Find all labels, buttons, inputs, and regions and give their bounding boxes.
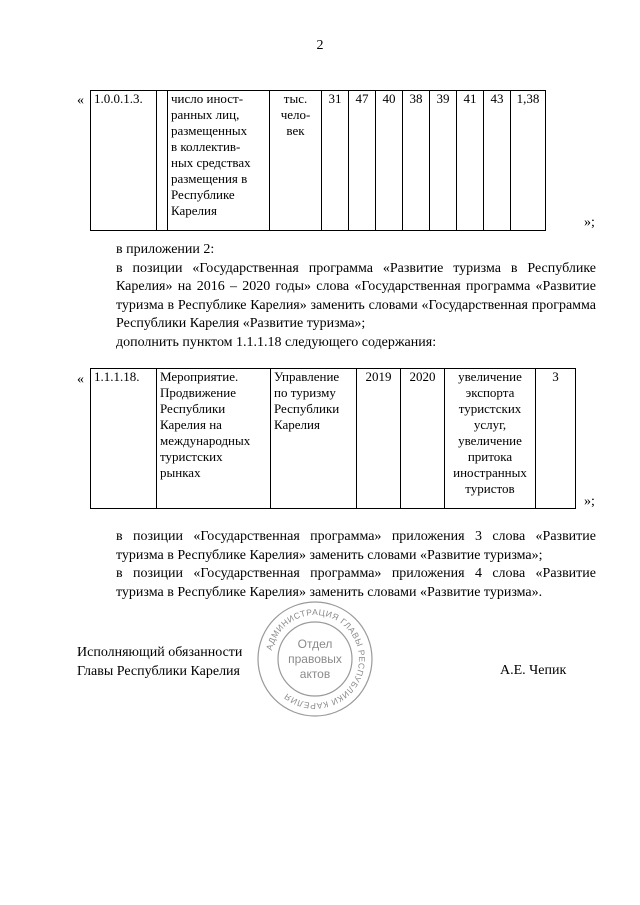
open-quote: « [77, 93, 84, 108]
table2-executor: Управление по туризму Республики Карелия [271, 369, 357, 509]
table1-value: 39 [430, 91, 457, 231]
table2-event: Мероприятие. Продвижение Республики Карелия на международных туристских рынках [157, 369, 271, 509]
table1-empty-cell [157, 91, 168, 231]
table2-year-start: 2019 [357, 369, 401, 509]
stamp-line: актов [299, 667, 331, 681]
paragraph: в позиции «Государственная программа «Развитие туризма в Республике Карелия» на 2016 – 2020 годы» слова «Государственная программа «Развитие туризма в Республике Карелия» заменить словами «Государственная программа Республики Карелия «Развитие туризма»; [116, 260, 596, 331]
table1-code: 1.0.0.1.3. [91, 91, 157, 231]
table2-code: 1.1.1.18. [91, 369, 157, 509]
table1-value: 43 [484, 91, 511, 231]
amendments-text-1 [77, 241, 596, 352]
open-quote: « [77, 372, 84, 387]
signature-title: Исполняющий обязанности Главы Республики Карелия [77, 645, 243, 679]
paragraph: в позиции «Государственная программа» приложения 4 слова «Развитие туризма в Республике Карелия» заменить словами «Развитие туризма». [116, 566, 596, 600]
paragraph: в позиции «Государственная программа» приложения 3 слова «Развитие туризма в Республике Карелия» заменить словами «Развитие туризма»; [116, 529, 596, 563]
table1-value: 31 [322, 91, 349, 231]
table2-result: увеличение экспорта туристских услуг, увеличение притока иностранных туристов [445, 369, 536, 509]
table1-value: 1,38 [511, 91, 546, 231]
table1-value: 41 [457, 91, 484, 231]
table1-value: 40 [376, 91, 403, 231]
table1-indicator: число иност- ранных лиц, размещенных в коллектив- ных средствах размещения в Республике Карелия [168, 91, 270, 231]
legal-department-stamp [256, 600, 374, 718]
close-quote: »; [584, 494, 595, 509]
table2-number: 3 [536, 369, 576, 509]
stamp-line: Отдел [297, 637, 333, 651]
table2-year-end: 2020 [401, 369, 445, 509]
signatory-name: А.Е. Чепик [500, 663, 567, 678]
paragraph: в приложении 2: [116, 242, 215, 257]
event-table [90, 368, 576, 509]
close-quote: »; [584, 215, 595, 230]
table1-value: 38 [403, 91, 430, 231]
amendments-text-2 [77, 528, 596, 602]
indicator-table [90, 90, 546, 231]
table1-value: 47 [349, 91, 376, 231]
page-number: 2 [316, 38, 324, 53]
paragraph: дополнить пунктом 1.1.1.18 следующего содержания: [116, 334, 437, 350]
stamp-ring-text: АДМИНИСТРАЦИЯ ГЛАВЫ РЕСПУБЛИКИ КАРЕЛИЯ [263, 606, 368, 712]
table1-unit: тыс. чело- век [270, 91, 322, 231]
stamp-line: правовых [288, 652, 342, 666]
